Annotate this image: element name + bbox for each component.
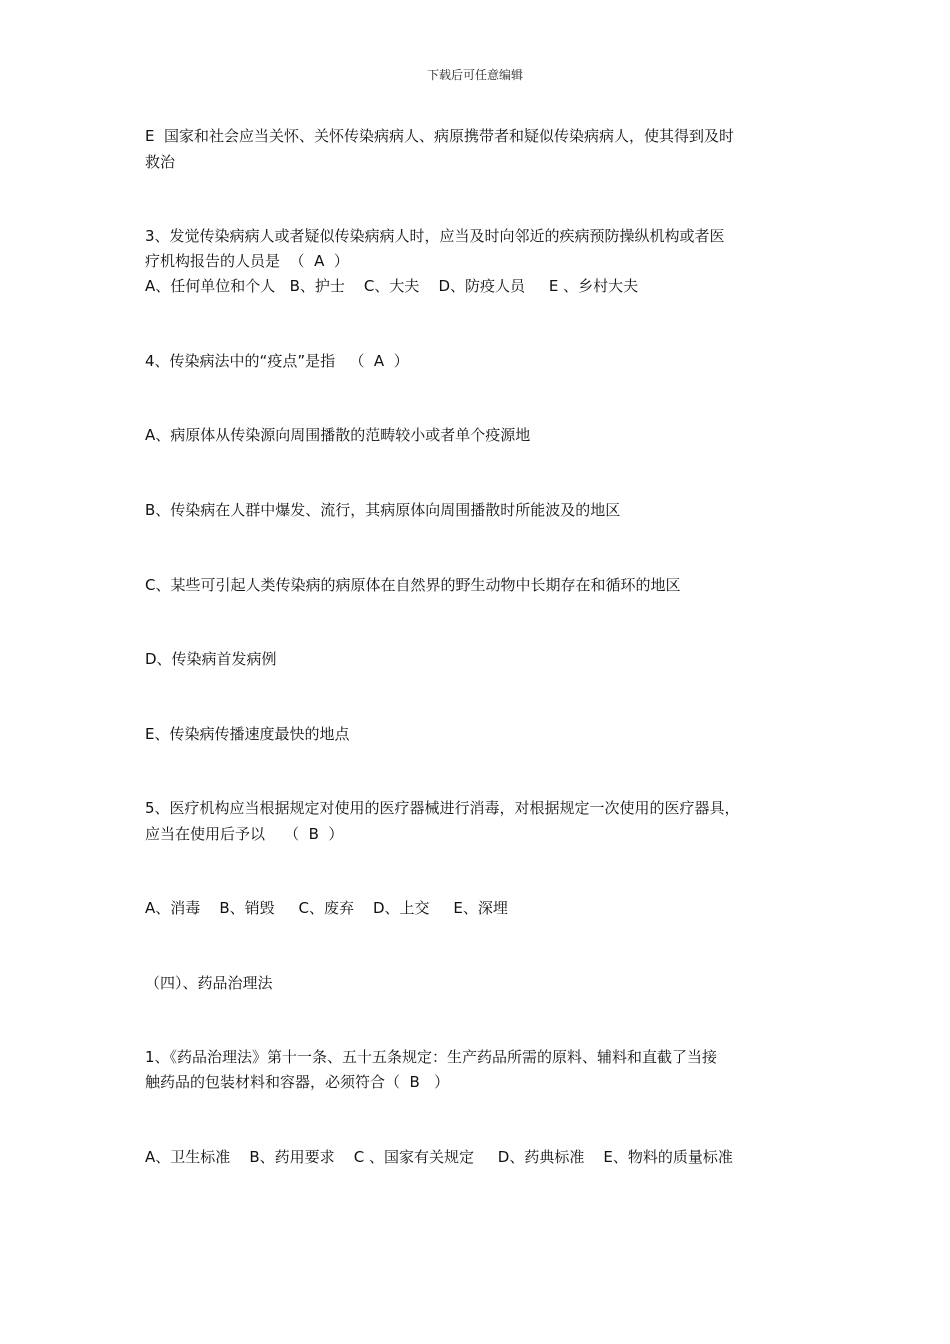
s4-q1-options: A、卫生标准 B、药用要求 C 、国家有关规定 D、药典标准 E、物料的质量标准 (145, 1148, 733, 1166)
q3-stem-line1: 3、发觉传染病病人或者疑似传染病病人时，应当及时向邻近的疾病预防操纵机构或者医 (145, 227, 725, 245)
q3-options: A、任何单位和个人 B、护士 C、大夫 D、防疫人员 E 、乡村大夫 (145, 277, 639, 295)
q2-option-e-line2: 救治 (145, 153, 176, 171)
s4-q1-stem-line1: 1、《药品治理法》第十一条、五十五条规定：生产药品所需的原料、辅料和直截了当接 (145, 1048, 718, 1066)
q4-stem: 4、传染病法中的“疫点”是指 （ A ） (145, 352, 409, 370)
q5-stem-line1: 5、医疗机构应当根据规定对使用的医疗器械进行消毒，对根据规定一次使用的医疗器具， (145, 799, 740, 817)
q4-option-a: A、病原体从传染源向周围播散的范畴较小或者单个疫源地 (145, 426, 531, 444)
q5-options: A、消毒 B、销毁 C、废弃 D、上交 E、深埋 (145, 899, 508, 917)
q4-option-b: B、传染病在人群中爆发、流行，其病原体向周围播散时所能波及的地区 (145, 501, 621, 519)
q4-option-d: D、传染病首发病例 (145, 650, 277, 668)
q4-option-c: C、某些可引起人类传染病的病原体在自然界的野生动物中长期存在和循环的地区 (145, 576, 681, 594)
page-header: 下载后可任意编辑 (426, 68, 523, 82)
q3-stem-line2: 疗机构报告的人员是 （ A ） (145, 252, 349, 270)
q4-option-e: E、传染病传播速度最快的地点 (145, 725, 350, 743)
s4-q1-stem-line2: 触药品的包装材料和容器，必须符合（ B ） (145, 1073, 450, 1091)
q2-option-e-line1: E 国家和社会应当关怀、关怀传染病病人、病原携带者和疑似传染病病人，使其得到及时 (145, 127, 735, 145)
q5-stem-line2: 应当在使用后予以 （ B ） (145, 825, 344, 843)
section-4-title: （四）、药品治理法 (145, 974, 273, 992)
